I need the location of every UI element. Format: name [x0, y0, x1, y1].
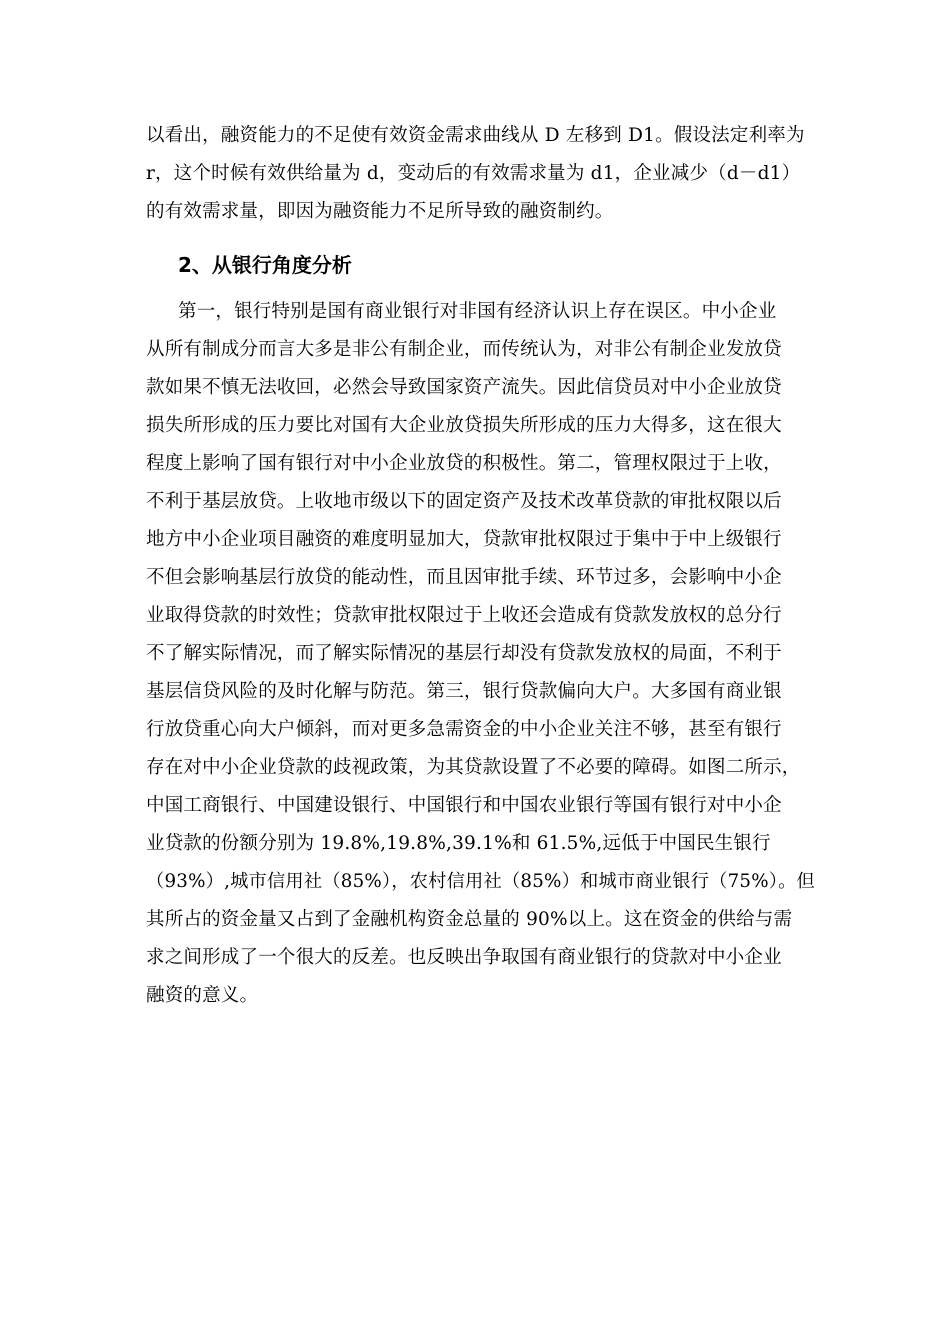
- paragraph2-line-10: 不了解实际情况，而了解实际情况的基层行却没有贷款发放权的局面，不利于: [146, 643, 782, 664]
- paragraph2-line-3: 款如果不慎无法收回，必然会导致国家资产流失。因此信贷员对中小企业放贷: [146, 377, 782, 398]
- paragraph1-line-3: 的有效需求量，即因为融资能力不足所导致的融资制约。: [146, 201, 614, 222]
- paragraph2-line-13: 存在对中小企业贷款的歧视政策，为其贷款设置了不必要的障碍。如图二所示，: [146, 757, 801, 778]
- paragraph2-line-8: 不但会影响基层行放贷的能动性，而且因审批手续、环节过多，会影响中小企: [146, 567, 782, 588]
- paragraph2-line-15: 业贷款的份额分别为 19.8%,19.8%,39.1%和 61.5%,远低于中国民生银行: [146, 833, 771, 854]
- paragraph2-line-17: 其所占的资金量又占到了金融机构资金总量的 90%以上。这在资金的供给与需: [146, 909, 793, 930]
- paragraph2-line-9: 业取得贷款的时效性；贷款审批权限过于上收还会造成有贷款发放权的总分行: [146, 605, 782, 626]
- paragraph2-line-2: 从所有制成分而言大多是非公有制企业，而传统认为，对非公有制企业发放贷: [146, 339, 782, 360]
- paragraph2-line-12: 行放贷重心向大户倾斜，而对更多急需资金的中小企业关注不够，甚至有银行: [146, 719, 782, 740]
- paragraph2-line-18: 求之间形成了一个很大的反差。也反映出争取国有商业银行的贷款对中小企业: [146, 947, 782, 968]
- paragraph2-line-4: 损失所形成的压力要比对国有大企业放贷损失所形成的压力大得多，这在很大: [146, 415, 782, 436]
- paragraph2-line-19: 融资的意义。: [146, 985, 259, 1006]
- paragraph1-line-1: 以看出，融资能力的不足使有效资金需求曲线从 D 左移到 D1。假设法定利率为: [146, 125, 805, 146]
- paragraph2-line-6: 不利于基层放贷。上收地市级以下的固定资产及技术改革贷款的审批权限以后: [146, 491, 782, 512]
- paragraph2-line-1: 第一，银行特别是国有商业银行对非国有经济认识上存在误区。中小企业: [178, 301, 777, 322]
- paragraph2-line-11: 基层信贷风险的及时化解与防范。第三，银行贷款偏向大户。大多国有商业银: [146, 681, 782, 702]
- paragraph1-line-2: r，这个时候有效供给量为 d，变动后的有效需求量为 d1，企业减少（d－d1）: [146, 163, 801, 184]
- paragraph2-line-5: 程度上影响了国有银行对中小企业放贷的积极性。第二，管理权限过于上收，: [146, 453, 782, 474]
- paragraph2-line-14: 中国工商银行、中国建设银行、中国银行和中国农业银行等国有银行对中小企: [146, 795, 782, 816]
- paragraph2-line-16: （93%）,城市信用社（85%），农村信用社（85%）和城市商业银行（75%）。但: [146, 871, 816, 892]
- paragraph2-line-7: 地方中小企业项目融资的难度明显加大，贷款审批权限过于集中于中上级银行: [146, 529, 782, 550]
- section-heading: 2、从银行角度分析: [178, 253, 352, 277]
